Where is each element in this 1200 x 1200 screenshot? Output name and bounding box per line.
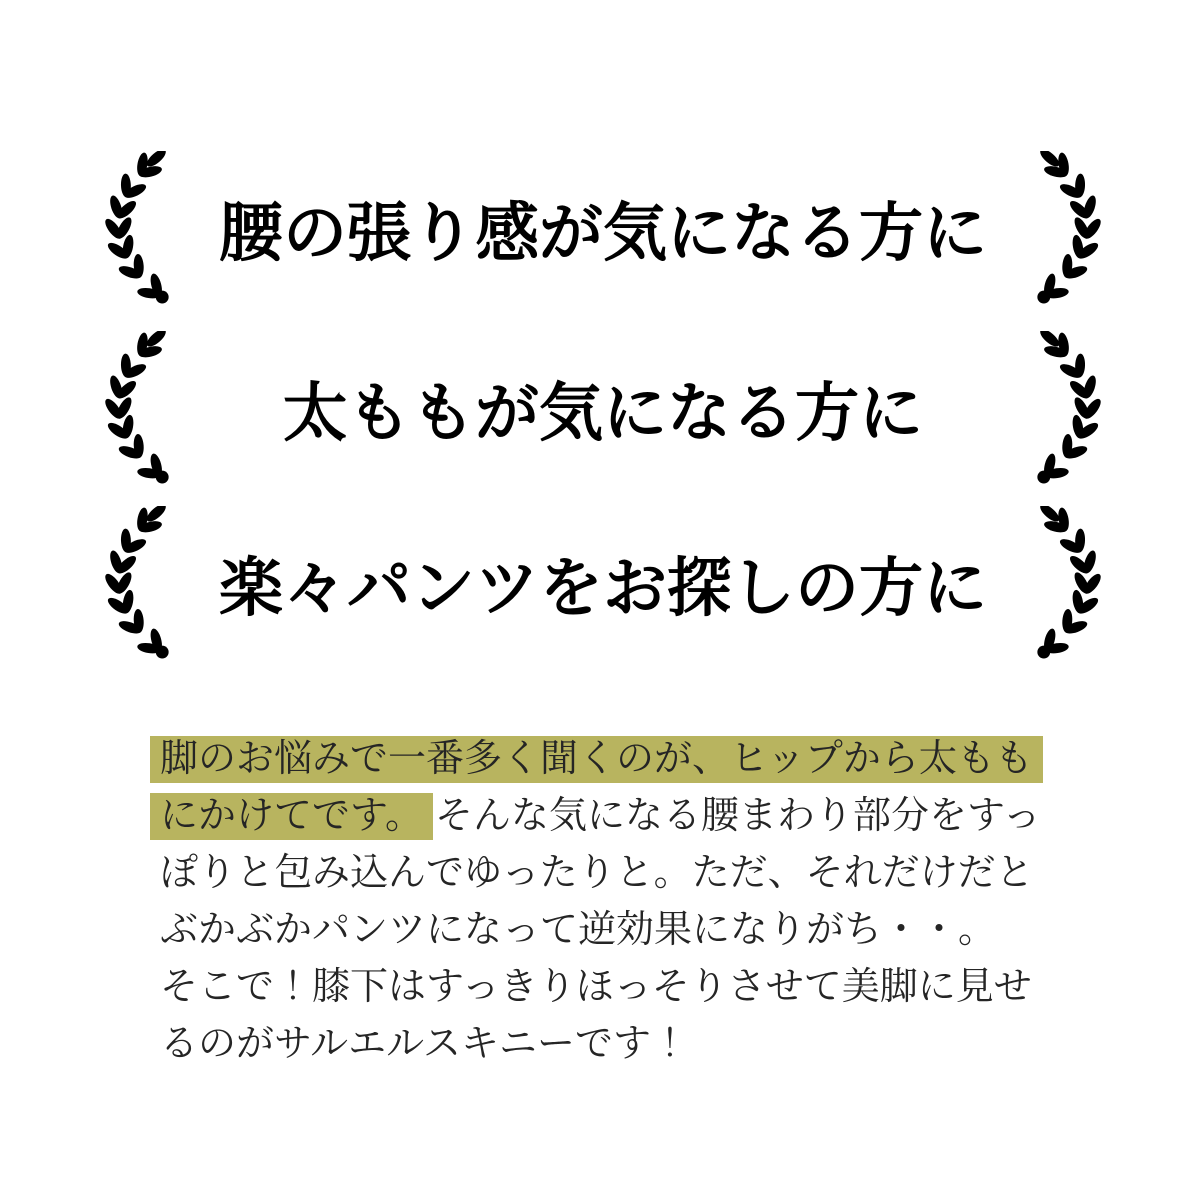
laurel-branch-right-icon bbox=[1028, 331, 1103, 485]
laurel-branch-left-icon bbox=[103, 506, 178, 660]
headline-text-1: 腰の張り感が気になる方に bbox=[219, 197, 987, 269]
headline-text-2: 太ももが気になる方に bbox=[283, 377, 923, 449]
description-paragraph bbox=[150, 731, 1110, 1073]
paragraph-line bbox=[150, 959, 1110, 1016]
paragraph-line bbox=[150, 845, 1110, 902]
laurel-branch-right-icon bbox=[1028, 151, 1103, 305]
headline-row-2 bbox=[103, 331, 1103, 485]
paragraph-line bbox=[150, 731, 1110, 788]
paragraph-text: そこで！膝下はすっきりほっそりさせて美脚に見せ bbox=[160, 966, 1032, 1008]
laurel-branch-left-icon bbox=[103, 331, 178, 485]
headline-row-1 bbox=[103, 151, 1103, 305]
highlighted-text: にかけてです。 bbox=[150, 793, 433, 840]
paragraph-text: そんな気になる腰まわり部分をすっ bbox=[434, 795, 1041, 837]
laurel-branch-left-icon bbox=[103, 151, 178, 305]
headline-text-3: 楽々パンツをお探しの方に bbox=[219, 552, 987, 624]
paragraph-line bbox=[150, 1016, 1110, 1073]
laurel-branch-right-icon bbox=[1028, 506, 1103, 660]
headline-row-3 bbox=[103, 506, 1103, 660]
paragraph-line bbox=[150, 788, 1110, 845]
paragraph-line bbox=[150, 902, 1110, 959]
paragraph-text: るのがサルエルスキニーです！ bbox=[160, 1023, 689, 1065]
highlighted-text: 脚のお悩みで一番多く聞くのが、ヒップから太もも bbox=[150, 736, 1043, 783]
paragraph-text: ぽりと包み込んでゆったりと。ただ、それだけだと bbox=[160, 852, 1034, 894]
paragraph-text: ぶかぶかパンツになって逆効果になりがち・・。 bbox=[160, 909, 997, 951]
